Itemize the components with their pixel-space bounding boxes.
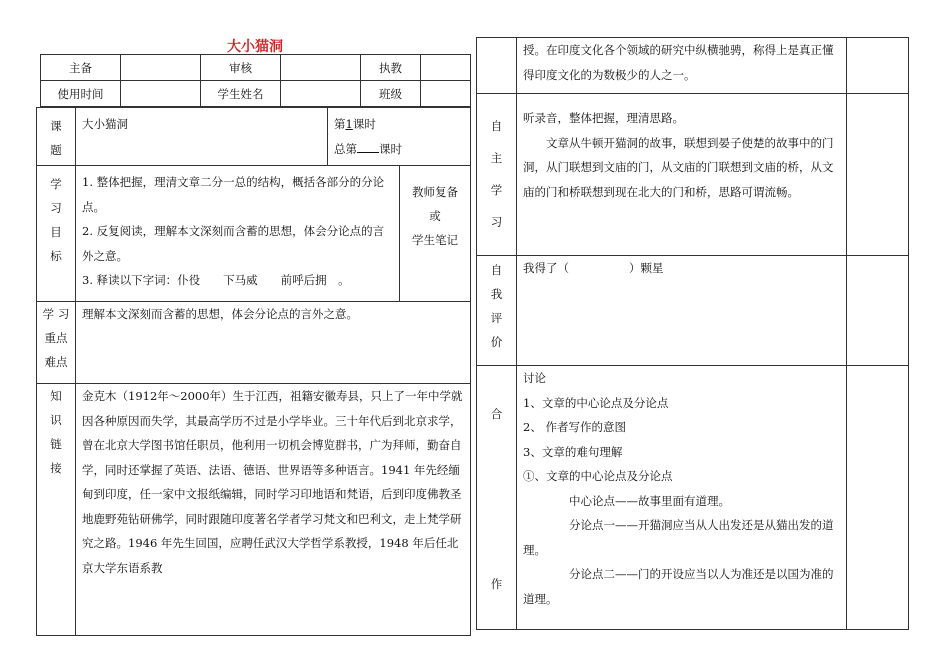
learning-goals	[76, 166, 400, 302]
goal-item: 3. 释读以下字词：仆役 下马威 前呼后拥 。	[82, 273, 350, 287]
focus-text: 理解本文深刻而含蓄的思想，体会分论点的言外之意。	[76, 302, 471, 384]
keti-value: 大小猫洞	[76, 108, 328, 166]
sub-point-2: 分论点二——门的开设应当以人为准还是以国为准的道理。	[523, 567, 834, 606]
lesson-number: 1	[345, 117, 353, 131]
shenhe-label: 审核	[201, 55, 281, 81]
student-name-label: 学生姓名	[201, 81, 281, 107]
goal-item: 2. 反复阅读，理解本文深刻而含蓄的思想，体会分论点的言外之意。	[82, 224, 385, 263]
student-name-value	[281, 81, 361, 107]
notes-col	[847, 366, 909, 630]
knowledge-link-label: 知 识 链 接	[37, 384, 76, 636]
discussion-line: 1、文章的中心论点及分论点	[523, 395, 669, 410]
zhubei-label: 主备	[41, 55, 121, 81]
notes-col	[847, 94, 909, 256]
zhijiao-value	[421, 55, 471, 81]
discussion-line: 3、文章的难句理解	[523, 444, 623, 459]
hezuo-content	[517, 366, 847, 630]
right-main-table	[476, 37, 909, 630]
center-point: 中心论点——故事里面有道理。	[569, 493, 730, 508]
zhubei-value	[121, 55, 201, 81]
cont-label	[477, 38, 517, 94]
discussion-line: 讨论	[523, 371, 546, 385]
notes-col	[847, 256, 909, 366]
notes-column-label: 教师复备 或 学生笔记	[400, 166, 471, 302]
goal-item: 1. 整体把握，理清文章二分一总的结构，概括各部分的分论点。	[82, 175, 385, 214]
hezuo-label: 合 作	[477, 366, 517, 630]
keti-label: 课 题	[37, 108, 76, 166]
shiyong-time-value	[121, 81, 201, 107]
zizhu-content: 听录音，整体把握，理清思路。 文章从牛顿开猫洞的故事，联想到晏子使楚的故事中的门洞，从门联想到文庙的门，从文庙的门联想到文庙的桥，从文庙的门和桥联想到现在北大的门和桥，思路可谓流畅。	[517, 94, 847, 256]
page-title: 大小猫洞	[227, 39, 283, 55]
sub-point-1: 分论点一——开猫洞应当从人出发还是从猫出发的道理。	[523, 518, 834, 557]
lesson-info: 第1课时 总第 课时	[328, 108, 471, 166]
discussion-line: 2、 作者写作的意图	[523, 420, 626, 434]
knowledge-link-text: 金克木（1912年～2000年）生于江西，祖籍安徽寿县，只上了一年中学就因各种原因而失学，其最高学历不过是小学毕业。三十年代后到北京求学，曾在北京大学图书馆任职员，他利用一切机会博览群书，广为拜师，勤奋自学，同时还掌握了英语、法语、德语、世界语等多种语言。1941 年先经缅甸到印度，任一家中文报纸编辑，同时学习印地语和梵语，后到印度佛教圣地鹿野苑钻研佛学，同时跟随印度著名学者学习梵文和巴利文，走上梵学研究之路。1946 年先生回国，应聘任武汉大学哲学系教授，1948 年后任北京大学东语系教	[76, 384, 471, 636]
goals-label: 学 习 目 标	[37, 166, 76, 302]
focus-label: 学 习 重点 难点	[37, 302, 76, 384]
self-evaluation: 我得了（ ）颗星	[517, 256, 847, 366]
shiyong-time-label: 使用时间	[41, 81, 121, 107]
class-label: 班级	[361, 81, 421, 107]
ping-label: 自 我 评 价	[477, 256, 517, 366]
shenhe-value	[281, 55, 361, 81]
header-info-table	[40, 54, 471, 107]
zhijiao-label: 执教	[361, 55, 421, 81]
discussion-line: ①、文章的中心论点及分论点	[523, 469, 673, 483]
zizhu-label: 自 主 学 习	[477, 94, 517, 256]
left-main-table	[36, 107, 471, 636]
class-value	[421, 81, 471, 107]
total-blank	[357, 152, 379, 153]
knowledge-link-continued: 授。在印度文化各个领域的研究中纵横驰骋，称得上是真正懂得印度文化的为数极少的人之一。	[517, 38, 847, 94]
notes-col	[847, 38, 909, 94]
